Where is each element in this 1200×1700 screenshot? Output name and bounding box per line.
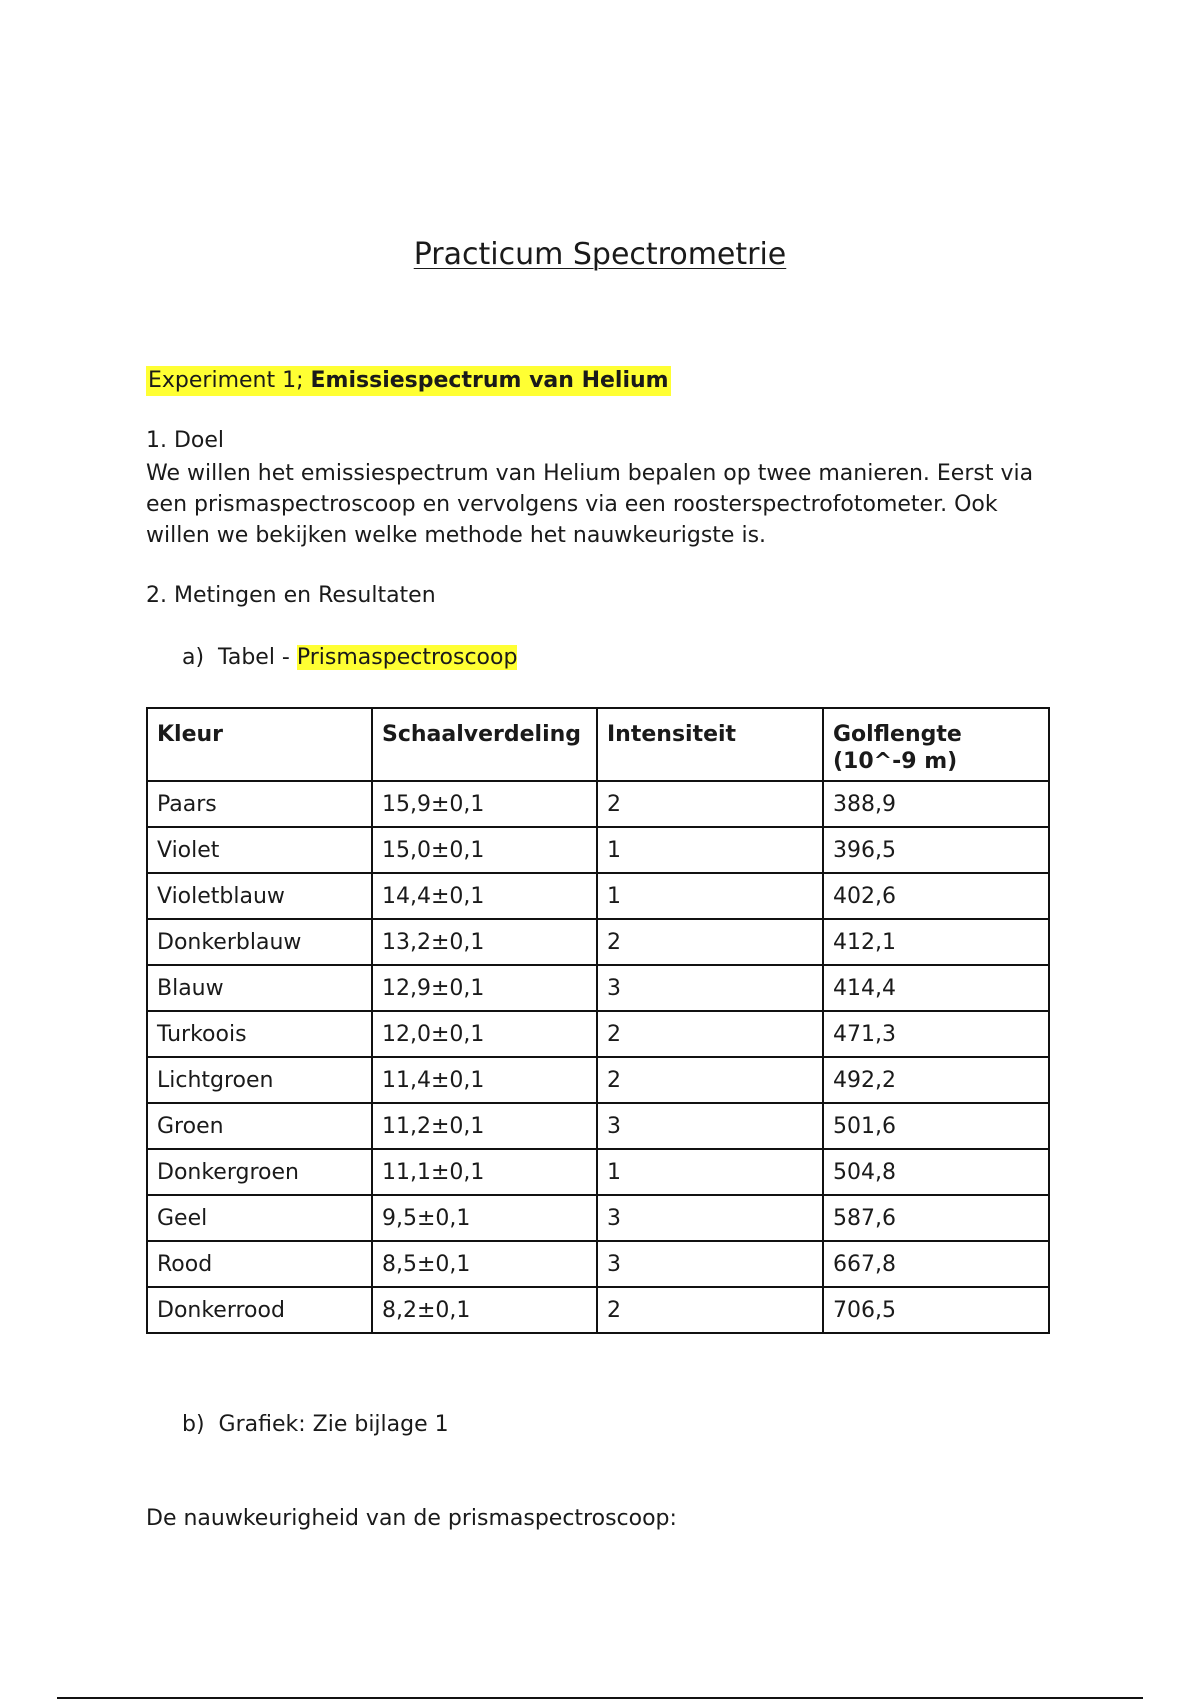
table-row	[147, 919, 1049, 965]
cell-golflengte: 501,6	[823, 1103, 1049, 1149]
table-row	[147, 1011, 1049, 1057]
cell-schaalverdeling: 12,0±0,1	[372, 1011, 597, 1057]
subsection-b: b) Grafiek: Zie bijlage 1	[182, 1412, 449, 1437]
table-header-row	[147, 708, 1049, 781]
cell-intensiteit: 2	[597, 781, 823, 827]
experiment-heading	[146, 366, 671, 396]
cell-intensiteit: 3	[597, 965, 823, 1011]
cell-golflengte: 388,9	[823, 781, 1049, 827]
cell-golflengte: 396,5	[823, 827, 1049, 873]
cell-kleur: Groen	[147, 1103, 372, 1149]
results-table	[146, 707, 1050, 1334]
cell-intensiteit: 2	[597, 919, 823, 965]
subsection-a	[182, 643, 517, 673]
cell-kleur: Donkerrood	[147, 1287, 372, 1333]
cell-schaalverdeling: 12,9±0,1	[372, 965, 597, 1011]
cell-intensiteit: 3	[597, 1195, 823, 1241]
cell-intensiteit: 1	[597, 827, 823, 873]
cell-kleur: Turkoois	[147, 1011, 372, 1057]
cell-kleur: Donkerblauw	[147, 919, 372, 965]
nauwkeurigheid-label: De nauwkeurigheid van de prismaspectroscoop:	[146, 1506, 677, 1531]
cell-schaalverdeling: 9,5±0,1	[372, 1195, 597, 1241]
cell-kleur: Blauw	[147, 965, 372, 1011]
cell-golflengte: 706,5	[823, 1287, 1049, 1333]
cell-kleur: Violet	[147, 827, 372, 873]
cell-golflengte: 667,8	[823, 1241, 1049, 1287]
cell-kleur: Violetblauw	[147, 873, 372, 919]
table-row	[147, 1149, 1049, 1195]
table-row	[147, 781, 1049, 827]
header-kleur: Kleur	[147, 708, 372, 781]
header-intensiteit: Intensiteit	[597, 708, 823, 781]
cell-kleur: Paars	[147, 781, 372, 827]
doel-heading: 1. Doel	[146, 428, 225, 453]
cell-kleur: Lichtgroen	[147, 1057, 372, 1103]
table-row	[147, 1287, 1049, 1333]
cell-intensiteit: 1	[597, 1149, 823, 1195]
cell-kleur: Rood	[147, 1241, 372, 1287]
cell-golflengte: 414,4	[823, 965, 1049, 1011]
cell-intensiteit: 2	[597, 1011, 823, 1057]
cell-schaalverdeling: 11,2±0,1	[372, 1103, 597, 1149]
cell-schaalverdeling: 8,5±0,1	[372, 1241, 597, 1287]
header-golflengte-line1: Golflengte	[833, 722, 962, 747]
cell-intensiteit: 3	[597, 1241, 823, 1287]
experiment-prefix: Experiment 1;	[148, 368, 304, 393]
cell-schaalverdeling: 11,4±0,1	[372, 1057, 597, 1103]
table-row	[147, 1241, 1049, 1287]
cell-schaalverdeling: 8,2±0,1	[372, 1287, 597, 1333]
cell-schaalverdeling: 14,4±0,1	[372, 873, 597, 919]
table-row	[147, 1195, 1049, 1241]
cell-intensiteit: 3	[597, 1103, 823, 1149]
cell-schaalverdeling: 15,0±0,1	[372, 827, 597, 873]
table-body	[147, 781, 1049, 1333]
header-golflengte	[823, 708, 1049, 781]
cell-golflengte: 412,1	[823, 919, 1049, 965]
table-row	[147, 1057, 1049, 1103]
cell-schaalverdeling: 13,2±0,1	[372, 919, 597, 965]
table-row	[147, 873, 1049, 919]
header-golflengte-line2: (10^-9 m)	[833, 749, 958, 774]
cell-intensiteit: 1	[597, 873, 823, 919]
page-bottom-divider	[57, 1697, 1143, 1699]
table-row	[147, 1103, 1049, 1149]
cell-golflengte: 471,3	[823, 1011, 1049, 1057]
cell-golflengte: 402,6	[823, 873, 1049, 919]
cell-schaalverdeling: 11,1±0,1	[372, 1149, 597, 1195]
doel-body: We willen het emissiespectrum van Helium bepalen op twee manieren. Eerst via een prismaspectroscoop en vervolgens via een roosterspectrofotometer. Ook willen we bekijken welke methode het nauwkeurigste is.	[146, 461, 1034, 548]
table-row	[147, 965, 1049, 1011]
cell-kleur: Geel	[147, 1195, 372, 1241]
cell-golflengte: 504,8	[823, 1149, 1049, 1195]
cell-schaalverdeling: 15,9±0,1	[372, 781, 597, 827]
cell-kleur: Donkergroen	[147, 1149, 372, 1195]
subsection-a-prefix: a) Tabel -	[182, 645, 297, 670]
metingen-heading: 2. Metingen en Resultaten	[146, 583, 436, 608]
cell-golflengte: 587,6	[823, 1195, 1049, 1241]
header-schaalverdeling: Schaalverdeling	[372, 708, 597, 781]
page-title: Practicum Spectrometrie	[413, 237, 787, 272]
experiment-title: Emissiespectrum van Helium	[310, 368, 669, 393]
table-row	[147, 827, 1049, 873]
cell-golflengte: 492,2	[823, 1057, 1049, 1103]
cell-intensiteit: 2	[597, 1057, 823, 1103]
cell-intensiteit: 2	[597, 1287, 823, 1333]
subsection-a-highlight: Prismaspectroscoop	[296, 645, 518, 670]
